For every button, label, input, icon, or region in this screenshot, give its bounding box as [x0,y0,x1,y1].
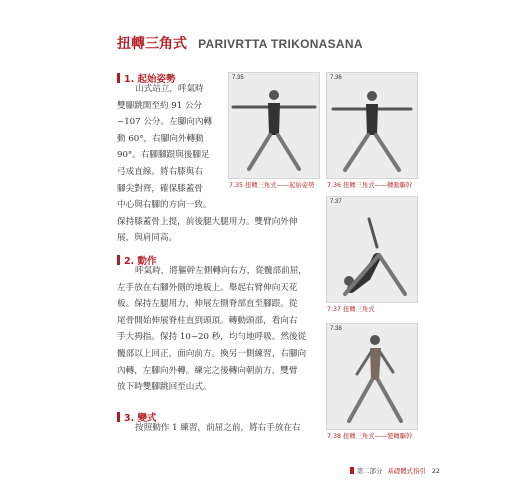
page-title [117,33,363,53]
footer-marker [350,467,354,474]
yoga-figure-illustration [327,197,417,302]
text-line: 弓成直線。將右膝與右 [117,166,203,177]
text-line: 放下時雙腳跳回至山式。 [117,382,212,393]
text-line: 保持膝蓋骨上提，前後腿大腿用力。雙臂向外伸 [117,216,298,227]
yoga-photo-rotate-torso [326,72,418,179]
photo-number: 7.37 [330,199,342,205]
text-line: 山式站立，呼氣時 [135,84,204,94]
text-line: 腳尖對齊，確保膝蓋骨 [117,183,203,194]
text-line: 按照動作 1 練習，前屈之前，將右手放在右 [135,423,301,433]
footer-title: 基礎體式指引 [387,467,426,475]
page-footer [350,466,440,475]
yoga-photo-twist-triangle [326,196,418,303]
text-line: 手大拇指。保持 10~20 秒，均勻地呼吸。然後從 [117,332,307,343]
title-chinese: 扭轉三角式 [117,36,187,52]
text-line: 雙腳跳開至約 91 公分 [117,100,203,111]
footer-part: 第二部分 [356,467,383,475]
yoga-figure-illustration [327,324,417,429]
photo-number: 7.36 [330,75,342,81]
yoga-figure-illustration [327,73,417,178]
text-line: 展，與肩同高。 [117,233,178,244]
text-line: 90°。右腳腳跟與後腳足 [117,150,210,161]
section-action-text [117,263,337,396]
text-line: 髖部以上回正，面向前方。換另一側練習，右腳向 [117,348,307,359]
yoga-photo-start-pose [228,72,320,179]
photo-caption: 7.35 扭轉三角式——起始姿勢 [229,182,315,189]
photo-number: 7.35 [232,75,244,81]
photo-caption: 7.36 扭轉三角式——轉動驅幹 [327,182,413,189]
section-variation-text [117,420,337,437]
text-line: 左手放在右腳外側的地板上。舉起右臂伸向天花 [117,282,298,293]
section-heading-text: 1. 起始姿勢 [124,74,176,85]
photo-number: 7.38 [330,326,342,332]
text-line: 呼氣時，將軀幹左側轉向右方，從髖部前屈， [135,266,307,276]
text-line: 板。保持左腿用力，伸展左側脊部直至腳跟。從 [117,299,298,310]
text-line: 內轉，左腳向外轉。練完之後轉向朝前方，雙臂 [117,365,298,376]
page-number: 22 [431,467,440,475]
title-sanskrit: PARIVRTTA TRIKONASANA [198,37,363,51]
text-line: 中心與右腳的方向一致。 [117,200,212,211]
yoga-photo-variation [326,323,418,430]
section-heading-text: 3. 變式 [124,413,157,424]
text-line: 動 60°，右腳向外轉動 [117,133,204,144]
photo-caption: 7.38 扭轉三角式——變轉驅幹 [327,433,413,440]
photo-caption: 7.37 扭轉三角式 [327,306,375,313]
section-heading-text: 2. 動作 [124,256,157,267]
text-line: ~107 公分。左腳向內轉 [117,117,213,128]
text-line: 尾骨開始伸展脊柱直到頭頂。轉動頭部，看向右 [117,315,298,326]
yoga-figure-illustration [229,73,319,178]
